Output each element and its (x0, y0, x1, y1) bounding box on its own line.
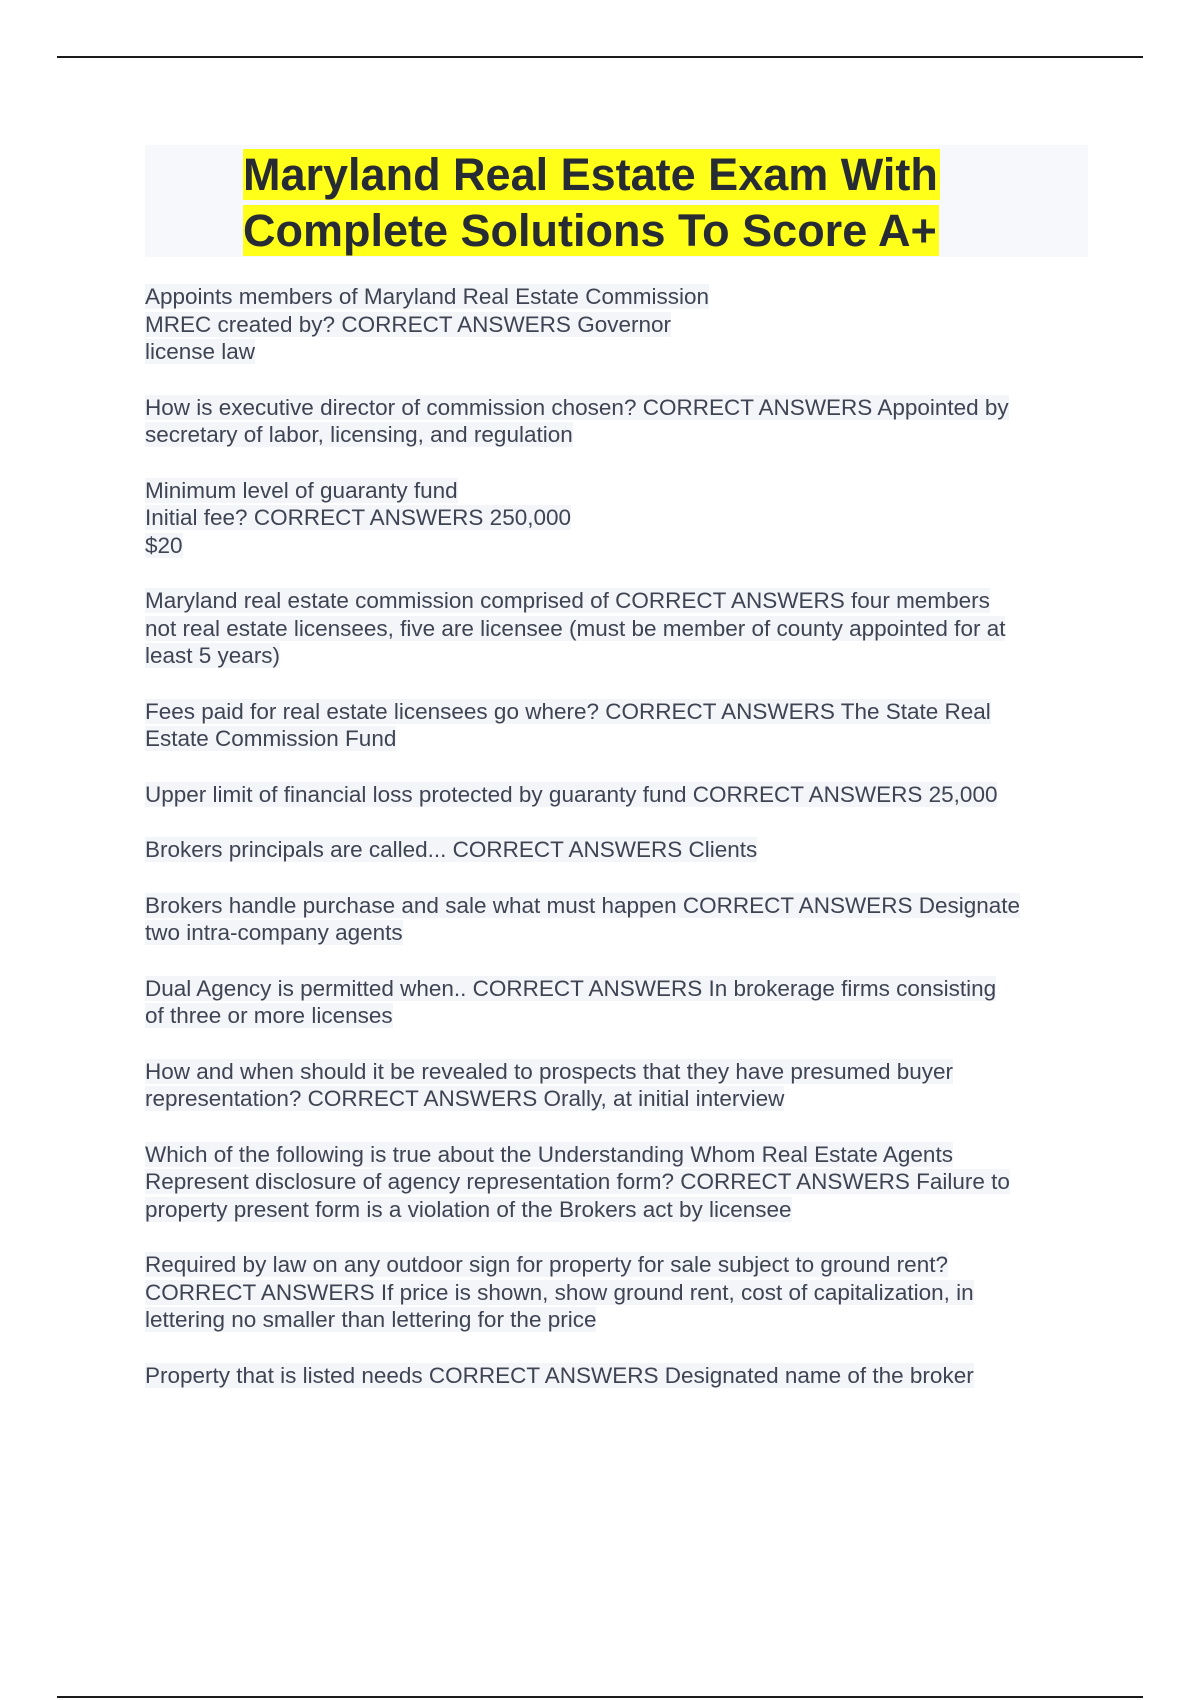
qa-line-text: secretary of labor, licensing, and regulation (145, 422, 573, 447)
qa-line (145, 283, 1095, 311)
qa-line-text: Brokers handle purchase and sale what must happen CORRECT ANSWERS Designate (145, 892, 1021, 918)
qa-item-10 (145, 1058, 1095, 1113)
qa-line (145, 781, 1095, 809)
qa-line (145, 642, 1095, 670)
qa-line (145, 1251, 1095, 1279)
qa-item-9 (145, 975, 1095, 1030)
qa-line (145, 1279, 1095, 1307)
qa-line (145, 615, 1095, 643)
top-rule (57, 56, 1143, 58)
qa-line (145, 725, 1095, 753)
qa-line (145, 504, 1095, 532)
qa-line (145, 394, 1095, 422)
qa-line-text: MREC created by? CORRECT ANSWERS Governor (145, 311, 671, 337)
qa-line (145, 1085, 1095, 1113)
qa-line-text: Represent disclosure of agency representation form? CORRECT ANSWERS Failure to (145, 1169, 1010, 1194)
qa-line-text: How and when should it be revealed to prospects that they have presumed buyer (145, 1058, 953, 1084)
qa-line-text: lettering no smaller than lettering for the price (145, 1307, 597, 1332)
qa-item-1 (145, 283, 1095, 366)
qa-line (145, 587, 1095, 615)
qa-line-text: Property that is listed needs CORRECT ANSWERS Designated name of the broker (145, 1362, 974, 1388)
qa-line (145, 1058, 1095, 1086)
qa-line-text: Dual Agency is permitted when.. CORRECT ANSWERS In brokerage firms consisting (145, 975, 997, 1001)
qa-item-7 (145, 836, 1095, 864)
qa-line-text: Minimum level of guaranty fund (145, 477, 458, 503)
qa-line (145, 892, 1095, 920)
qa-line (145, 421, 1095, 449)
title-line-1 (243, 147, 940, 203)
qa-line (145, 836, 1095, 864)
qa-item-8 (145, 892, 1095, 947)
qa-item-12 (145, 1251, 1095, 1334)
title-line-2 (243, 203, 940, 259)
qa-line-text: Which of the following is true about the Understanding Whom Real Estate Agents (145, 1141, 953, 1167)
qa-line (145, 1196, 1095, 1224)
qa-item-5 (145, 698, 1095, 753)
title-line-2-text: Complete Solutions To Score A+ (243, 205, 937, 256)
qa-line-text: property present form is a violation of the Brokers act by licensee (145, 1196, 792, 1222)
qa-line-text: two intra-company agents (145, 920, 403, 945)
qa-line-text: representation? CORRECT ANSWERS Orally, at initial interview (145, 1086, 785, 1111)
qa-line-text: $20 (145, 532, 183, 558)
qa-line (145, 477, 1095, 505)
qa-line (145, 919, 1095, 947)
qa-line-text: Appoints members of Maryland Real Estate Commission (145, 284, 709, 309)
qa-line (145, 975, 1095, 1003)
qa-item-11 (145, 1141, 1095, 1224)
qa-line (145, 698, 1095, 726)
qa-line (145, 311, 1095, 339)
qa-item-13 (145, 1362, 1095, 1390)
qa-line-text: least 5 years) (145, 643, 281, 668)
qa-line (145, 1362, 1095, 1390)
qa-line-text: license law (145, 339, 256, 364)
qa-line (145, 1002, 1095, 1030)
qa-list (145, 283, 1095, 1417)
qa-line (145, 1306, 1095, 1334)
qa-line-text: Initial fee? CORRECT ANSWERS 250,000 (145, 505, 572, 530)
qa-line-text: Maryland real estate commission comprised of CORRECT ANSWERS four members (145, 588, 990, 613)
qa-line (145, 1168, 1095, 1196)
qa-line (145, 338, 1095, 366)
qa-line (145, 532, 1095, 560)
bottom-rule (57, 1696, 1143, 1698)
qa-line-text: Upper limit of financial loss protected by guaranty fund CORRECT ANSWERS 25,000 (145, 781, 998, 807)
title-line-1-text: Maryland Real Estate Exam With (243, 149, 938, 200)
qa-line-text: Brokers principals are called... CORRECT ANSWERS Clients (145, 837, 758, 862)
qa-line-text: Required by law on any outdoor sign for property for sale subject to ground rent? (145, 1252, 948, 1277)
qa-line-text: not real estate licensees, five are licensee (must be member of county appointed for at (145, 615, 1006, 641)
qa-line (145, 1141, 1095, 1169)
qa-item-3 (145, 477, 1095, 560)
qa-item-6 (145, 781, 1095, 809)
qa-line-text: How is executive director of commission chosen? CORRECT ANSWERS Appointed by (145, 394, 1009, 420)
document-title (243, 147, 940, 259)
qa-line-text: CORRECT ANSWERS If price is shown, show ground rent, cost of capitalization, in (145, 1279, 974, 1305)
qa-line-text: Fees paid for real estate licensees go where? CORRECT ANSWERS The State Real (145, 698, 991, 724)
qa-item-2 (145, 394, 1095, 449)
qa-line-text: of three or more licenses (145, 1003, 393, 1028)
qa-line-text: Estate Commission Fund (145, 726, 397, 751)
qa-item-4 (145, 587, 1095, 670)
